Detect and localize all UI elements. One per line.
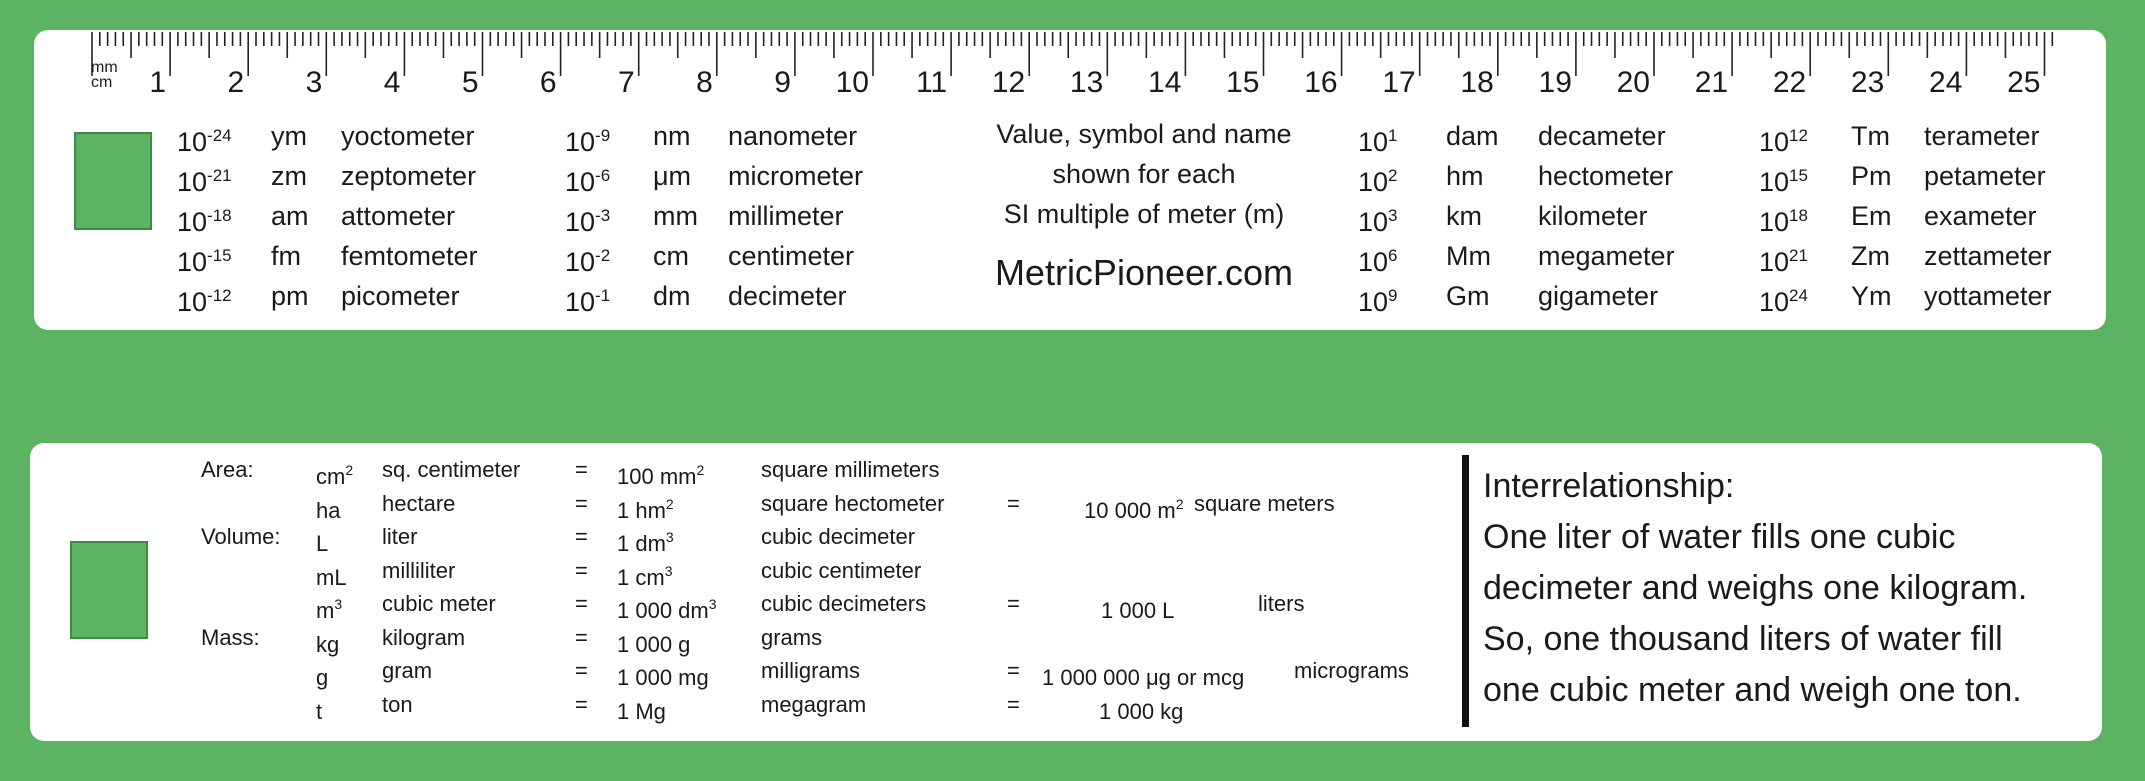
prefix-base: 10 [1759,127,1790,157]
table-value-exponent: 3 [664,562,673,579]
table-equals-text: = [575,624,588,650]
ruler-cm-label: 9 [774,66,791,99]
table-value-2-exponent: 2 [1175,495,1184,512]
table-description-text: square millimeters [761,457,940,482]
prefix-base: 10 [1759,247,1790,277]
prefix-base: 10 [1358,127,1389,157]
prefix-symbol: Tm [1851,121,1890,151]
table-value-exponent: 3 [708,596,717,612]
ruler-cm-label: 12 [991,66,1026,99]
table-equals-text: = [575,490,588,516]
prefix-exponent: -24 [207,126,232,145]
table-description-2-text: square meters [1194,490,1335,516]
prefix-symbol: Gm [1446,281,1490,311]
table-equals-text: = [575,658,588,683]
table-symbol-text: g [316,665,329,690]
table-unit-name [382,453,520,487]
prefix-name: yottameter [1924,281,2052,311]
table-description [761,520,915,554]
ruler-caption-line2: shown for each [1052,159,1236,189]
prefix-exponent: 3 [1388,206,1398,225]
prefix-exponent: -21 [207,166,232,185]
table-value-text: 1 dm [617,531,666,556]
prefix-exponent: 2 [1388,166,1398,185]
prefix-base: 10 [177,287,208,317]
table-description-2 [1294,654,1409,688]
prefix-symbol: dam [1446,121,1499,151]
prefix-base: 10 [565,207,596,237]
table-unit-name-text: hectare [382,490,456,516]
table-equals-text: = [575,524,588,549]
table-equals-text: = [575,457,588,482]
prefix-base: 10 [1358,287,1389,317]
table-value-exponent: 3 [665,529,674,545]
table-row [30,587,1430,621]
table-value-2-text: 1 000 000 μg or mcg [1042,665,1245,690]
prefix-name: millimeter [728,201,844,231]
interrelationship-line3: So, one thousand liters of water fill [1483,620,2003,658]
prefix-base: 10 [565,167,596,197]
prefix-name: zeptometer [341,161,477,191]
table-unit-name [382,621,465,655]
table-row [30,621,1430,655]
table-equals-2-text: = [1007,658,1020,683]
prefix-base: 10 [565,287,596,317]
table-row [30,688,1430,722]
table-description-text: cubic centimeter [761,557,922,583]
prefix-symbol: nm [653,121,691,151]
table-equals-2 [1007,688,1020,722]
prefix-symbol: Mm [1446,241,1491,271]
table-category [201,621,260,655]
prefix-symbol: am [271,201,309,231]
interrelationship-line2: decimeter and weighs one kilogram. [1483,569,2028,607]
table-symbol-text: kg [316,631,340,657]
ruler-cm-label: 21 [1694,66,1729,99]
table-row [30,654,1430,688]
prefix-name: attometer [341,201,456,231]
prefix-symbol: Em [1851,201,1892,231]
ruler-cm-label: 22 [1772,66,1807,99]
prefix-exponent: 21 [1789,246,1808,265]
prefix-symbol: zm [271,161,307,191]
ruler-cm-label: 8 [696,66,713,99]
table-value-2 [1099,688,1183,729]
table-symbol-exponent: 3 [334,596,343,612]
table-value-text: 1 000 mg [617,665,709,690]
table-description [761,487,944,521]
prefix-name: picometer [341,281,460,311]
table-symbol-text: L [316,531,329,556]
prefix-symbol: mm [653,201,698,231]
interrelationship-line1: One liter of water fills one cubic [1483,518,1956,556]
table-value-text: 1 cm [617,564,665,590]
table-description [761,554,921,588]
prefix-name: yoctometer [341,121,475,151]
table-unit-name [382,487,455,521]
prefix-exponent: 1 [1388,126,1398,145]
table-equals-2 [1007,654,1020,688]
table-description [761,587,926,621]
prefix-base: 10 [1358,167,1389,197]
table-equals [575,587,588,621]
prefix-base: 10 [177,207,208,237]
table-value [617,688,666,729]
divider-bar [1462,455,1469,727]
prefix-exponent: 24 [1789,286,1808,305]
ruler-unit-mm: mm [91,59,118,76]
table-equals-2 [1007,487,1020,521]
prefix-name: micrometer [728,161,864,191]
prefix-name: megameter [1538,241,1675,271]
table-equals-2-text: = [1007,591,1020,616]
prefix-exponent: -3 [595,206,611,225]
table-equals-2-text: = [1007,691,1020,717]
table-description [761,688,866,722]
table-value-exponent: 2 [665,495,674,512]
table-unit-name [382,587,496,621]
prefix-exponent: -6 [595,166,611,185]
table-equals [575,554,588,588]
prefix-symbol: Ym [1851,281,1892,311]
table-row [30,487,1430,521]
ruler-cm-label: 6 [539,66,557,99]
table-description [761,453,940,487]
table-unit-name [382,554,455,588]
prefix-symbol: hm [1446,161,1484,191]
table-equals [575,487,588,521]
prefix-name: terameter [1924,121,2040,151]
table-equals [575,688,588,722]
ruler-caption [964,114,1324,234]
table-category-text: Volume: [201,524,281,549]
table-category [201,520,281,554]
ruler-cm-label: 1 [149,66,167,99]
table-description-2-text: micrograms [1294,658,1409,683]
prefix-base: 10 [1358,247,1389,277]
ruler-caption-line3: SI multiple of meter (m) [1003,199,1285,229]
ruler-cm-label: 7 [618,66,635,99]
prefix-base: 10 [177,167,208,197]
prefix-value [1358,276,1398,322]
table-unit-name-text: liter [382,524,418,549]
prefix-base: 10 [177,127,208,157]
table-description-2 [1258,587,1304,621]
table-equals-2-text: = [1007,490,1020,516]
table-unit-name-text: gram [382,658,433,683]
ruler-cm-label: 4 [383,66,401,99]
prefix-base: 10 [565,247,596,277]
prefix-symbol: μm [653,161,692,191]
prefix-value [1759,276,1808,322]
prefix-exponent: 15 [1789,166,1808,185]
prefix-base: 10 [1759,207,1790,237]
ruler-cm-label: 10 [835,66,869,99]
table-description-2 [1194,487,1335,521]
prefix-base: 10 [1759,287,1790,317]
table-symbol [316,688,322,729]
prefix-name: nanometer [728,121,858,151]
ruler-cm-label: 18 [1460,66,1494,99]
ruler-unit-cm: cm [91,74,113,91]
prefix-exponent: -15 [207,246,232,265]
table-unit-name [382,654,432,688]
prefix-exponent: 18 [1789,206,1808,225]
ruler-cm-label: 19 [1538,66,1572,99]
prefix-exponent: -2 [595,246,611,265]
prefix-name: hectometer [1538,161,1674,191]
prefix-symbol: km [1446,201,1482,231]
prefix-symbol: fm [271,241,301,271]
ruler-cm-label: 23 [1850,66,1885,99]
prefix-base: 10 [1759,167,1790,197]
table-symbol-text: m [316,598,335,623]
ruler-hole [74,132,152,230]
prefix-symbol: pm [271,281,309,311]
prefix-value [177,276,232,322]
ruler-cm-label: 11 [915,66,948,99]
site-name: MetricPioneer.com [994,252,1294,293]
table-equals [575,654,588,688]
prefix-exponent: 12 [1789,126,1808,145]
table-symbol-text: t [316,698,323,724]
table-value-text: 1 hm [617,497,666,523]
table-value-2-text: 1 000 kg [1099,698,1184,724]
prefix-name: decameter [1538,121,1666,151]
table-description-text: milligrams [761,658,860,683]
table-description-text: grams [761,624,823,650]
prefix-name: femtometer [341,241,478,271]
table-unit-name-text: ton [382,691,413,717]
table-category-text: Area: [201,457,254,482]
table-equals [575,453,588,487]
prefix-name: zettameter [1924,241,2052,271]
table-equals-2 [1007,587,1020,621]
interrelationship-title: Interrelationship: [1483,467,1735,505]
conversion-card [30,443,2102,741]
prefix-symbol: Pm [1851,161,1892,191]
table-description-2-text: liters [1258,591,1305,616]
ruler-cm-label: 24 [1929,66,1963,99]
table-value-text: 1 000 dm [617,598,709,623]
table-unit-name-text: milliliter [382,557,456,583]
table-description-text: cubic decimeter [761,524,916,549]
prefix-base: 10 [177,247,208,277]
table-category [201,453,254,487]
table-description [761,621,822,655]
table-unit-name-text: cubic meter [382,591,496,616]
prefix-name: decimeter [728,281,847,311]
table-value-2-text: 1 000 L [1101,598,1175,623]
prefix-name: gigameter [1538,281,1659,311]
prefix-exponent: 9 [1388,286,1398,305]
ruler-cm-label: 15 [1226,66,1260,99]
prefix-symbol: cm [653,241,689,271]
table-symbol-exponent: 2 [345,462,354,478]
table-description-text: square hectometer [761,490,945,516]
table-equals-text: = [575,691,588,717]
interrelationship-line4: one cubic meter and weigh one ton. [1483,671,2022,709]
interrelationship-note [1483,461,2027,716]
table-value-text: 1 Mg [617,698,666,724]
ruler-cm-label: 3 [305,66,323,99]
table-unit-name [382,688,413,722]
table-description-text: megagram [761,691,867,717]
ruler-cm-label: 16 [1304,66,1338,99]
prefix-symbol: dm [653,281,691,311]
table-description [761,654,860,688]
table-unit-name-text: kilogram [382,624,466,650]
table-description-text: cubic decimeters [761,591,927,616]
table-row [30,520,1430,554]
table-row [30,453,1430,487]
ruler-cm-label: 17 [1382,66,1416,99]
table-value-exponent: 2 [696,462,705,478]
table-equals [575,621,588,655]
prefix-base: 10 [1358,207,1389,237]
metric-ruler-card [34,30,2106,330]
prefix-value [565,276,610,322]
prefix-exponent: 6 [1388,246,1398,265]
prefix-base: 10 [565,127,596,157]
prefix-exponent: -12 [207,286,232,305]
table-equals-text: = [575,591,588,616]
table-row [30,554,1430,588]
prefix-name: kilometer [1538,201,1648,231]
table-symbol-text: mL [316,564,347,590]
ruler-cm-label: 13 [1069,66,1104,99]
table-value-text: 100 mm [617,464,697,489]
ruler-cm-label: 2 [227,66,245,99]
prefix-name: petameter [1924,161,2046,191]
table-symbol-text: cm [316,464,346,489]
prefix-symbol: Zm [1851,241,1890,271]
ruler-cm-label: 5 [461,66,479,99]
prefix-exponent: -1 [595,286,611,305]
table-equals [575,520,588,554]
ruler-cm-label: 14 [1148,66,1182,99]
table-category-text: Mass: [201,624,260,650]
prefix-name: centimeter [728,241,855,271]
table-unit-name [382,520,417,554]
ruler-cm-label: 20 [1616,66,1650,99]
prefix-name: exameter [1924,201,2037,231]
table-unit-name-text: sq. centimeter [382,457,521,482]
ruler-caption-line1: Value, symbol and name [996,119,1292,149]
table-value-2-text: 10 000 m [1084,497,1176,523]
table-value-text: 1 000 g [617,631,691,657]
table-equals-text: = [575,557,588,583]
table-symbol-text: ha [316,497,341,523]
prefix-exponent: -9 [595,126,611,145]
prefix-exponent: -18 [207,206,232,225]
prefix-symbol: ym [271,121,307,151]
ruler-cm-label: 25 [2007,66,2041,99]
